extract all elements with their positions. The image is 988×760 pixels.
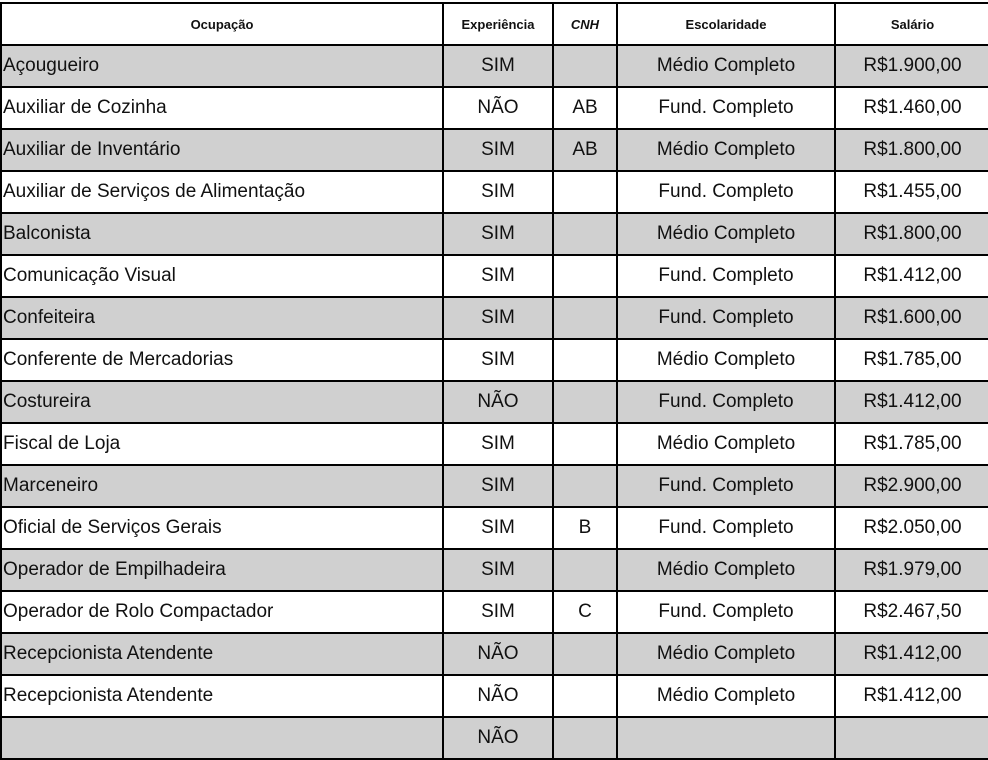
table-row — [1, 339, 988, 381]
cell-cnh — [553, 633, 617, 675]
cell-escolaridade: Médio Completo — [617, 213, 835, 255]
cell-cnh — [553, 45, 617, 87]
header-experiencia: Experiência — [443, 3, 553, 45]
table-row — [1, 381, 988, 423]
cell-escolaridade: Médio Completo — [617, 633, 835, 675]
cell-cnh: C — [553, 591, 617, 633]
cell-escolaridade: Médio Completo — [617, 549, 835, 591]
cell-escolaridade: Fund. Completo — [617, 591, 835, 633]
cell-experiencia: SIM — [443, 255, 553, 297]
table-body — [1, 45, 988, 759]
header-salario: Salário — [835, 3, 988, 45]
cell-cnh: AB — [553, 129, 617, 171]
cell-salario: R$1.979,00 — [835, 549, 988, 591]
table-row — [1, 255, 988, 297]
cell-salario — [835, 717, 988, 759]
cell-salario: R$1.460,00 — [835, 87, 988, 129]
cell-salario: R$1.800,00 — [835, 213, 988, 255]
cell-ocupacao: Conferente de Mercadorias — [1, 339, 443, 381]
table-header — [1, 3, 988, 45]
cell-ocupacao: Açougueiro — [1, 45, 443, 87]
cell-ocupacao: Confeiteira — [1, 297, 443, 339]
cell-cnh — [553, 675, 617, 717]
cell-experiencia: SIM — [443, 339, 553, 381]
table-row — [1, 45, 988, 87]
cell-ocupacao: Balconista — [1, 213, 443, 255]
cell-ocupacao: Recepcionista Atendente — [1, 675, 443, 717]
cell-escolaridade: Médio Completo — [617, 129, 835, 171]
table-row — [1, 297, 988, 339]
cell-experiencia: NÃO — [443, 717, 553, 759]
cell-salario: R$1.900,00 — [835, 45, 988, 87]
header-row — [1, 3, 988, 45]
cell-escolaridade: Fund. Completo — [617, 507, 835, 549]
cell-ocupacao: Comunicação Visual — [1, 255, 443, 297]
table-row — [1, 717, 988, 759]
cell-ocupacao: Oficial de Serviços Gerais — [1, 507, 443, 549]
table-row — [1, 87, 988, 129]
table-row — [1, 465, 988, 507]
vacancies-table — [0, 2, 988, 760]
cell-ocupacao: Operador de Empilhadeira — [1, 549, 443, 591]
cell-escolaridade: Fund. Completo — [617, 255, 835, 297]
header-cnh: CNH — [553, 3, 617, 45]
cell-experiencia: SIM — [443, 423, 553, 465]
cell-cnh — [553, 255, 617, 297]
cell-escolaridade: Médio Completo — [617, 45, 835, 87]
cell-ocupacao: Marceneiro — [1, 465, 443, 507]
cell-salario: R$1.412,00 — [835, 675, 988, 717]
cell-experiencia: NÃO — [443, 675, 553, 717]
cell-experiencia: NÃO — [443, 633, 553, 675]
cell-escolaridade: Médio Completo — [617, 339, 835, 381]
cell-salario: R$1.412,00 — [835, 255, 988, 297]
header-escolaridade: Escolaridade — [617, 3, 835, 45]
table-row — [1, 507, 988, 549]
header-ocupacao: Ocupação — [1, 3, 443, 45]
cell-experiencia: SIM — [443, 213, 553, 255]
cell-ocupacao: Auxiliar de Serviços de Alimentação — [1, 171, 443, 213]
cell-salario: R$2.467,50 — [835, 591, 988, 633]
cell-salario: R$1.455,00 — [835, 171, 988, 213]
cell-salario: R$1.800,00 — [835, 129, 988, 171]
cell-experiencia: SIM — [443, 171, 553, 213]
cell-salario: R$1.785,00 — [835, 423, 988, 465]
cell-experiencia: SIM — [443, 465, 553, 507]
cell-escolaridade: Fund. Completo — [617, 87, 835, 129]
cell-escolaridade — [617, 717, 835, 759]
table-row — [1, 591, 988, 633]
table-row — [1, 129, 988, 171]
table-row — [1, 423, 988, 465]
cell-ocupacao — [1, 717, 443, 759]
cell-cnh — [553, 213, 617, 255]
cell-ocupacao: Operador de Rolo Compactador — [1, 591, 443, 633]
cell-cnh — [553, 339, 617, 381]
cell-salario: R$2.050,00 — [835, 507, 988, 549]
cell-escolaridade: Médio Completo — [617, 675, 835, 717]
cell-cnh — [553, 297, 617, 339]
cell-cnh — [553, 381, 617, 423]
cell-escolaridade: Médio Completo — [617, 423, 835, 465]
cell-salario: R$1.785,00 — [835, 339, 988, 381]
cell-cnh — [553, 465, 617, 507]
cell-ocupacao: Fiscal de Loja — [1, 423, 443, 465]
cell-experiencia: SIM — [443, 297, 553, 339]
table-row — [1, 549, 988, 591]
cell-cnh — [553, 171, 617, 213]
table-row — [1, 171, 988, 213]
cell-escolaridade: Fund. Completo — [617, 381, 835, 423]
cell-experiencia: SIM — [443, 507, 553, 549]
cell-ocupacao: Auxiliar de Inventário — [1, 129, 443, 171]
cell-ocupacao: Auxiliar de Cozinha — [1, 87, 443, 129]
cell-experiencia: NÃO — [443, 381, 553, 423]
cell-cnh: B — [553, 507, 617, 549]
cell-ocupacao: Recepcionista Atendente — [1, 633, 443, 675]
cell-ocupacao: Costureira — [1, 381, 443, 423]
cell-escolaridade: Fund. Completo — [617, 297, 835, 339]
cell-experiencia: NÃO — [443, 87, 553, 129]
cell-cnh: AB — [553, 87, 617, 129]
cell-experiencia: SIM — [443, 549, 553, 591]
cell-experiencia: SIM — [443, 129, 553, 171]
cell-salario: R$1.600,00 — [835, 297, 988, 339]
cell-salario: R$1.412,00 — [835, 381, 988, 423]
table-row — [1, 633, 988, 675]
cell-experiencia: SIM — [443, 45, 553, 87]
cell-experiencia: SIM — [443, 591, 553, 633]
cell-cnh — [553, 423, 617, 465]
table-row — [1, 675, 988, 717]
cell-salario: R$1.412,00 — [835, 633, 988, 675]
table-row — [1, 213, 988, 255]
cell-salario: R$2.900,00 — [835, 465, 988, 507]
cell-escolaridade: Fund. Completo — [617, 171, 835, 213]
cell-cnh — [553, 717, 617, 759]
cell-escolaridade: Fund. Completo — [617, 465, 835, 507]
cell-cnh — [553, 549, 617, 591]
